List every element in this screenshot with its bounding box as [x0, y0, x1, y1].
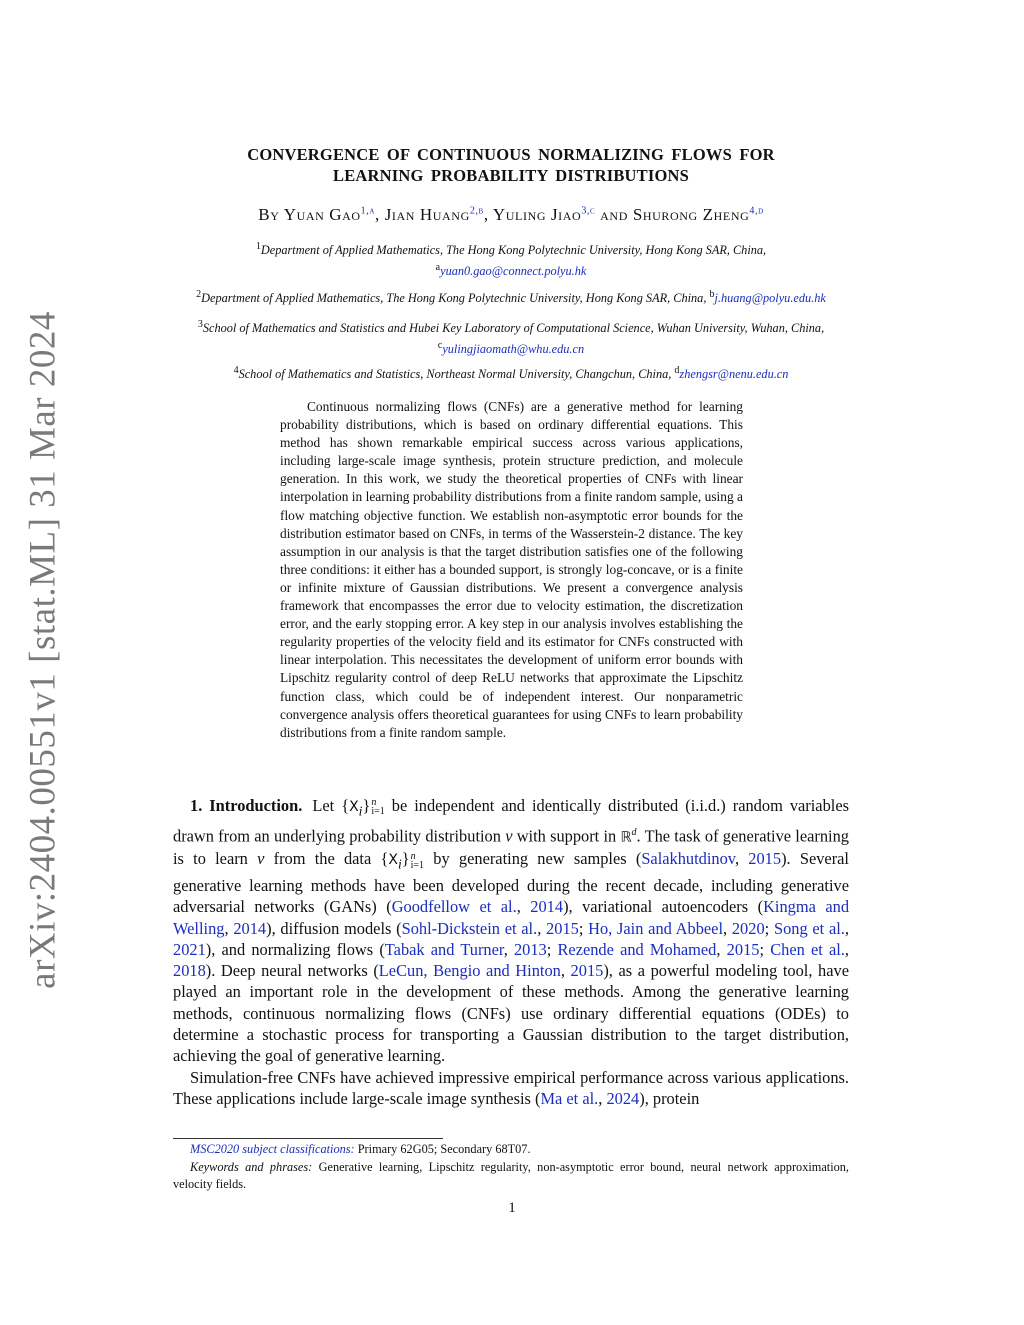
math-reals-dim: d — [631, 826, 637, 838]
introduction-section — [173, 795, 849, 1109]
author-4-sup[interactable]: 4,d — [749, 205, 764, 217]
text-run: . The task of generative learning is to learn — [173, 826, 849, 869]
affiliation-1-num: 1 — [255, 241, 261, 252]
citation-year-link[interactable]: 2021 — [173, 939, 206, 959]
footnote-keywords — [173, 1159, 849, 1193]
citation-link[interactable]: Chen et al. — [770, 939, 845, 959]
email-1-mark: a — [435, 262, 441, 274]
affiliation-3 — [150, 316, 872, 358]
arxiv-stamp-text: arXiv:2404.00551v1 [stat.ML] 31 Mar 2024 — [22, 311, 64, 989]
affiliation-4-num: 4 — [233, 365, 239, 376]
affiliation-3-num: 3 — [197, 319, 203, 330]
text-run: be independent and identically distributed (i.i.d.) random variables drawn from an underlying probability distribution — [173, 796, 849, 846]
citation-year-link[interactable]: 2015 — [726, 939, 760, 959]
footnote-msc — [173, 1141, 849, 1158]
footnote-rule — [173, 1138, 443, 1139]
affiliation-4 — [150, 362, 872, 383]
citation-link[interactable]: Rezende and Mohamed — [557, 939, 717, 959]
citation-link[interactable]: Kingma and Welling — [173, 897, 850, 938]
math-nu: ν — [257, 849, 265, 869]
text-run: Simulation-free CNFs have achieved impressive empirical performance across various applications. These applications include large-scale image synthesis ( — [173, 1067, 849, 1108]
text-run: ). Deep neural networks ( — [205, 961, 379, 981]
email-3-mark: c — [437, 340, 443, 352]
math-nu: ν — [505, 826, 513, 846]
section-heading: 1. Introduction. — [190, 796, 303, 815]
affiliation-2 — [150, 286, 872, 307]
text-run: ), as a powerful modeling tool, have played an important role in the development of these methods. Among the generative learning methods, continuous normalizing flows (CNFs) use ordinary differential equations (ODEs) to determine a stochastic process for transporting a Gaussian distribution to the target distribution, achieving the goal of generative learning. — [173, 961, 849, 1066]
author-list: By Yuan Gao$^{1,a}$, Jian Huang$^{2,b}$, Yuling Jiao$^{3,c}$ and Shurong Zheng$^{4,d}$ — [258, 205, 764, 224]
text-run: ), diffusion models ( — [266, 918, 402, 938]
affiliation-1-text: Department of Applied Mathematics, The Hong Kong Polytechnic University, Hong Kong SAR, China, — [260, 243, 767, 258]
author-4: Shurong Zheng — [632, 205, 750, 224]
citation-year-link[interactable]: 2024 — [606, 1088, 640, 1108]
text-run: ), and normalizing flows ( — [205, 939, 385, 959]
affiliation-3-text: School of Mathematics and Statistics and Hubei Key Laboratory of Computational Science, Wuhan University, Wuhan, China, — [202, 321, 825, 336]
paper-title — [175, 144, 847, 186]
citation-link[interactable]: Salakhutdinov — [641, 849, 735, 869]
citation-year-link[interactable]: 2018 — [173, 961, 206, 981]
citation-link[interactable]: Tabak and Turner — [384, 939, 504, 959]
text-run: by generating new samples ( — [433, 849, 642, 869]
text-run: ), protein — [639, 1088, 700, 1108]
math-reals: ℝ — [620, 829, 632, 846]
author-by: By — [258, 205, 280, 224]
text-run: ). Several generative learning methods have been developed during the recent decade, including generative adversarial networks (GANs) ( — [173, 849, 849, 917]
msc-text: Primary 62G05; Secondary 68T07. — [357, 1142, 531, 1156]
author-2-sup[interactable]: 2,b — [469, 205, 484, 217]
title-line-2: LEARNING PROBABILITY DISTRIBUTIONS — [332, 166, 690, 185]
affiliation-4-text: School of Mathematics and Statistics, Northeast Normal University, Changchun, China, — [238, 367, 672, 382]
author-2: Jian Huang — [384, 205, 470, 224]
citation-link[interactable]: Sohl-Dickstein et al. — [401, 918, 538, 938]
citation-link[interactable]: LeCun, Bengio and Hinton — [378, 961, 561, 981]
keywords-text: Generative learning, Lipschitz regularity, non-asymptotic error bound, neural network approximation, velocity fields. — [173, 1160, 849, 1191]
email-2-mark: b — [709, 289, 715, 300]
citation-year-link[interactable]: 2015 — [546, 918, 579, 938]
abstract — [280, 398, 743, 742]
intro-paragraph-1: 1. Introduction. Let $\{X_i\}$ n i=1 be independent and identically distributed (i.i.d.) random variables drawn from an underlying probability distribution ν with support in ℝ$^d$. The task of generative learning is to learn ν from the data $\{X_i\}$ n i=1 by generating new samples (Salakhutdinov, 2015). Several generative learning methods have been developed during the recent decade, including generative adversarial networks (GANs) (Goodfellow et al., 2014), variational autoencoders (Kingma and Welling, 2014), diffusion models (Sohl-Dickstein et al., 2015; Ho, Jain and Abbeel, 2020; Song et al., 2021), and normalizing flows (Tabak and Turner, 2013; Rezende and Mohamed, 2015; Chen et al., 2018). Deep neural networks (LeCun, Bengio and Hinton, 2015), as a powerful modeling tool, have played an important role in the development of these methods. Among the generative learning methods, continuous normalizing flows (CNFs) use ordinary differential equations (ODEs) to determine a stochastic process for transporting a Gaussian distribution to the target distribution, achieving the goal of generative learning. — [173, 796, 850, 1066]
math-set: $\{X_i\}$ n i=1 — [341, 796, 385, 819]
affiliation-2-text: Department of Applied Mathematics, The Hong Kong Polytechnic University, Hong Kong SAR, China, — [201, 291, 707, 306]
citation-year-link[interactable]: 2015 — [570, 961, 604, 981]
citation-year-link[interactable]: 2013 — [513, 939, 547, 959]
author-1: Yuan Gao — [283, 205, 361, 224]
citation-year-link[interactable]: 2014 — [233, 918, 267, 938]
math-set: $\{X_i\}$ n i=1 — [380, 849, 425, 872]
arxiv-stamp — [8, 311, 78, 989]
citation-link[interactable]: Song et al. — [773, 918, 845, 938]
author-and: and — [600, 205, 628, 224]
keywords-label: Keywords and phrases: — [190, 1160, 313, 1174]
text-run: Let — [312, 796, 335, 815]
author-1-sup[interactable]: 1,a — [360, 205, 375, 217]
citation-link[interactable]: Ma et al. — [540, 1088, 599, 1108]
email-1-link[interactable]: yuan0.gao@connect.polyu.hk — [440, 264, 587, 279]
citation-link[interactable]: Ho, Jain and Abbeel — [588, 918, 724, 938]
affiliation-2-num: 2 — [196, 289, 202, 300]
citation-link[interactable]: Goodfellow et al. — [391, 897, 517, 917]
title-line-1: CONVERGENCE OF CONTINUOUS NORMALIZING FLOWS FOR — [247, 145, 775, 164]
email-4-link[interactable]: zhengsr@nenu.edu.cn — [679, 367, 789, 382]
citation-year-link[interactable]: 2020 — [731, 918, 765, 938]
citation-year-link[interactable]: 2015 — [748, 849, 782, 869]
email-3-link[interactable]: yulingjiaomath@whu.edu.cn — [442, 342, 585, 357]
email-4-mark: d — [674, 365, 680, 376]
author-3-sup[interactable]: 3,c — [581, 205, 596, 217]
page-number: 1 — [508, 1200, 516, 1216]
abstract-text: Continuous normalizing flows (CNFs) are a generative method for learning probability distributions, which is based on ordinary differential equations. This method has shown remarkable empirical success across various applications, including large-scale image synthesis, protein structure prediction, and molecule generation. In this work, we study the theoretical properties of CNFs with linear interpolation in learning probability distributions from a finite random sample, using a flow matching objective function. We establish non-asymptotic error bounds for the distribution estimator based on CNFs, in terms of the Wasserstein-2 distance. The key assumption in our analysis is that the target distribution satisfies one of the following three conditions: it either has a bounded support, is strongly log-concave, or is a finite or infinite mixture of Gaussian distributions. We present a convergence analysis framework that encompasses the error due to velocity estimation, the discretization error, and the early stopping error. A key step in our analysis involves establishing the regularity properties of the velocity field and its estimator for CNFs constructed with linear interpolation. This necessitates the development of uniform error bounds with Lipschitz regularity control of deep ReLU networks that approximate the Lipschitz function class, which could be of independent interest. Our nonparametric convergence analysis offers theoretical guarantees for using CNFs to learn probability distributions from a finite random sample. — [280, 399, 743, 740]
intro-paragraph-2: Simulation-free CNFs have achieved impressive empirical performance across various applications. These applications include large-scale image synthesis (Ma et al., 2024), protein — [173, 1067, 849, 1108]
citation-year-link[interactable]: 2014 — [530, 897, 564, 917]
email-2-link[interactable]: j.huang@polyu.edu.hk — [714, 291, 826, 306]
text-run: from the data — [273, 849, 372, 869]
text-run: ), variational autoencoders ( — [563, 897, 764, 917]
author-3: Yuling Jiao — [492, 205, 582, 224]
affiliation-1 — [150, 238, 872, 280]
text-run: with support in — [516, 826, 617, 846]
msc-label-link[interactable]: MSC2020 subject classifications: — [190, 1142, 355, 1156]
